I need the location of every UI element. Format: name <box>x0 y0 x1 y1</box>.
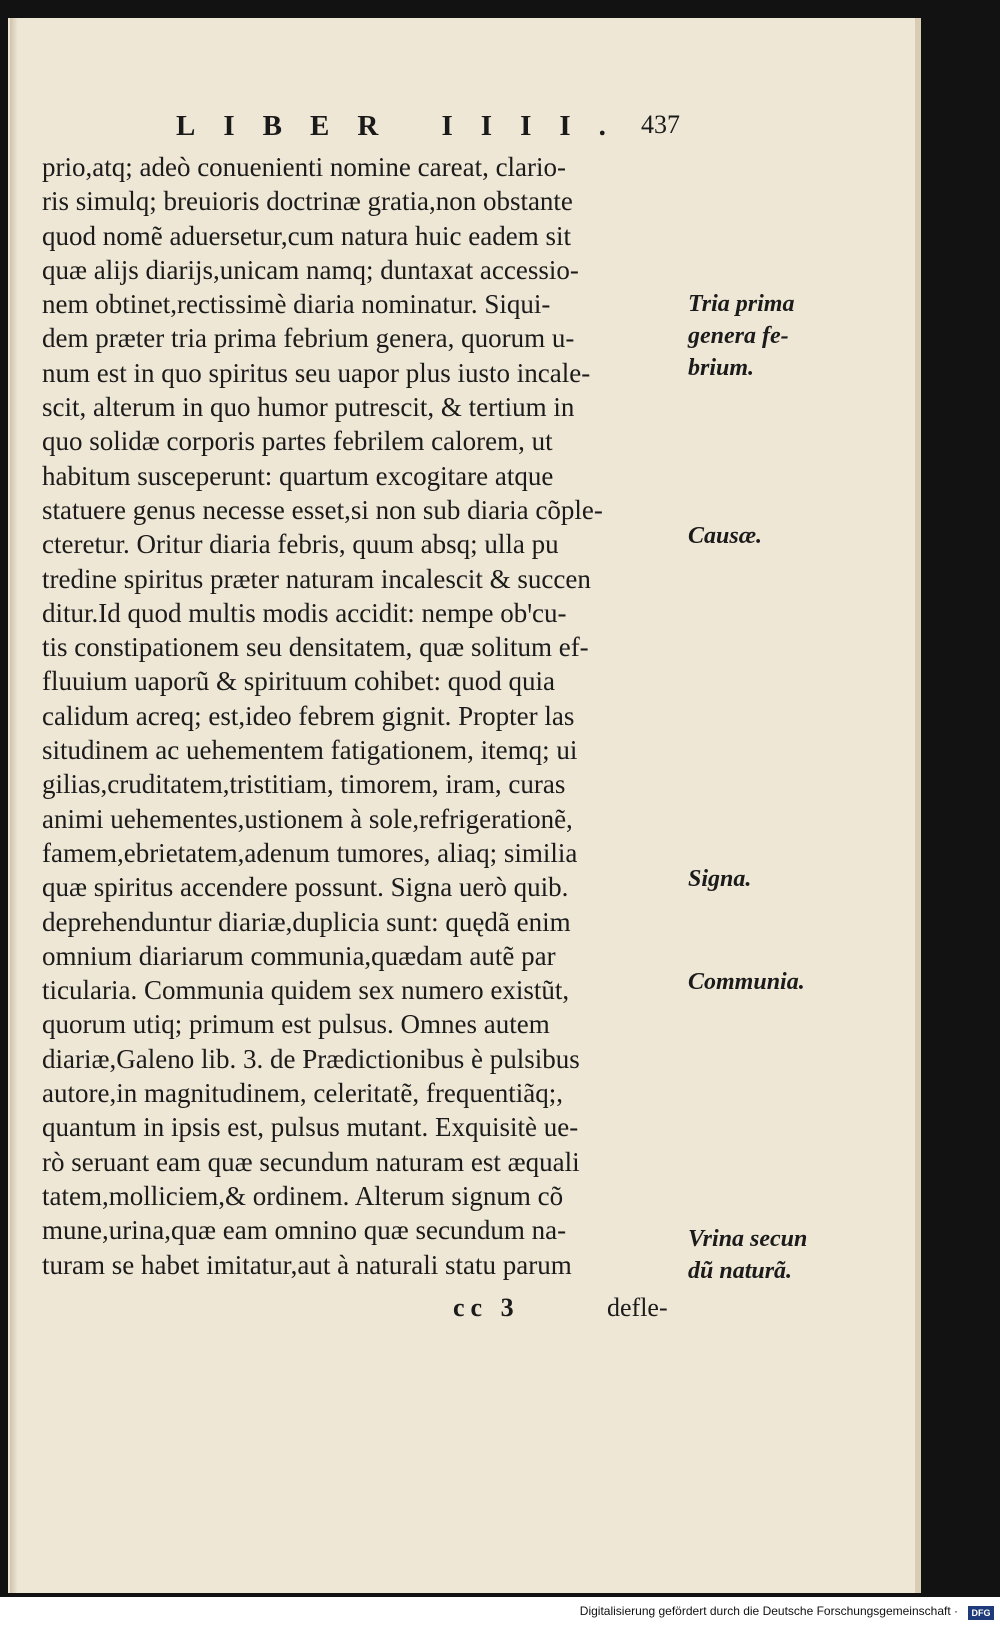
text-line: tatem,molliciem,& ordinem. Alterum signum cõ <box>42 1180 564 1211</box>
body-text <box>42 150 682 1282</box>
running-head <box>40 110 680 150</box>
text-line: num est in quo spiritus seu uapor plus iusto incale- <box>42 357 591 388</box>
marginal-note-urina <box>688 1223 828 1287</box>
text-line: rò seruant eam quæ secundum naturam est æquali <box>42 1146 580 1177</box>
page-number: 437 <box>641 110 680 139</box>
marginal-note-line: Vrina secun <box>688 1226 808 1252</box>
text-line: quo solidæ corporis partes febrilem calorem, ut <box>42 426 553 457</box>
text-line: ditur.Id quod multis modis accidit: nempe obꞌcu- <box>42 597 567 628</box>
text-line: deprehenduntur diariæ,duplicia sunt: quędã enim <box>42 906 571 937</box>
marginal-note-line: brium. <box>688 355 755 381</box>
text-line: scit, alterum in quo humor putrescit, & tertium in <box>42 392 575 423</box>
text-line: tis constipationem seu densitatem, quæ solitum ef- <box>42 632 589 663</box>
text-line: ticularia. Communia quidem sex numero existũt, <box>42 975 570 1006</box>
text-line: quorum utiq; primum est pulsus. Omnes autem <box>42 1009 550 1040</box>
text-line: quod nomẽ aduersetur,cum natura huic eadem sit <box>42 220 571 251</box>
text-line: gilias,cruditatem,tristitiam, timorem, iram, curas <box>42 769 566 800</box>
marginal-note-line: Signa. <box>688 866 752 892</box>
marginal-note-line: Tria prima <box>688 291 795 317</box>
text-line: turam se habet imitatur,aut à naturali statu parum <box>42 1249 572 1280</box>
marginal-note-line: genera fe- <box>688 323 789 349</box>
text-line: diariæ,Galeno lib. 3. de Prædictionibus è pulsibus <box>42 1043 580 1074</box>
marginal-note-tria-prima <box>688 288 828 384</box>
marginal-note-line: Communia. <box>688 969 805 995</box>
marginal-note-line: Causæ. <box>688 523 763 549</box>
marginal-note-line: dũ naturã. <box>688 1258 793 1284</box>
text-line: quantum in ipsis est, pulsus mutant. Exquisitè ue- <box>42 1112 579 1143</box>
running-head-title: LIBER IIII. <box>176 110 634 142</box>
marginal-note-causae <box>688 520 828 552</box>
page-gutter-shadow <box>10 18 18 1593</box>
text-line: autore,in magnitudinem, celeritatẽ, frequentiãq;, <box>42 1078 564 1109</box>
dfg-logo: DFG <box>968 1606 994 1620</box>
text-line: habitum susceperunt: quartum excogitare atque <box>42 460 554 491</box>
text-line: animi uehementes,ustionem à sole,refrigerationẽ, <box>42 803 573 834</box>
text-line: famem,ebrietatem,adenum tumores, aliaq; similia <box>42 837 578 868</box>
text-line: quæ alijs diarijs,unicam namq; duntaxat accessio- <box>42 254 579 285</box>
text-line: ris simulq; breuioris doctrinæ gratia,non obstante <box>42 186 573 217</box>
text-line: statuere genus necesse esset,si non sub diaria cõple- <box>42 494 603 525</box>
text-line: mune,urina,quæ eam omnino quæ secundum na- <box>42 1215 567 1246</box>
text-line: calidum acreq; est,ideo febrem gignit. Propter las <box>42 700 575 731</box>
text-line: nem obtinet,rectissimè diaria nominatur. Siqui- <box>42 289 551 320</box>
text-line: fluuium uaporũ & spirituum cohibet: quod quia <box>42 666 555 697</box>
signature-mark: cc 3 <box>453 1293 520 1322</box>
marginal-note-communia <box>688 966 828 998</box>
text-line: cteretur. Oritur diaria febris, quum absq; ulla pu <box>42 529 559 560</box>
text-line: prio,atq; adeò conuenienti nomine careat, clario- <box>42 152 567 182</box>
text-line: omnium diariarum communia,quædam autẽ par <box>42 940 556 971</box>
text-line: tredine spiritus præter naturam incalescit & succen <box>42 563 591 594</box>
marginal-note-signa <box>688 863 828 895</box>
footer-credit: Digitalisierung gefördert durch die Deutsche Forschungsgemeinschaft · <box>0 1597 992 1625</box>
text-line: quæ spiritus accendere possunt. Signa uerò quib. <box>42 872 569 903</box>
catchword: defle- <box>607 1293 668 1322</box>
text-line: dem præter tria prima febrium genera, quorum u- <box>42 323 575 354</box>
text-line: situdinem ac uehementem fatigationem, itemq; ui <box>42 735 578 766</box>
